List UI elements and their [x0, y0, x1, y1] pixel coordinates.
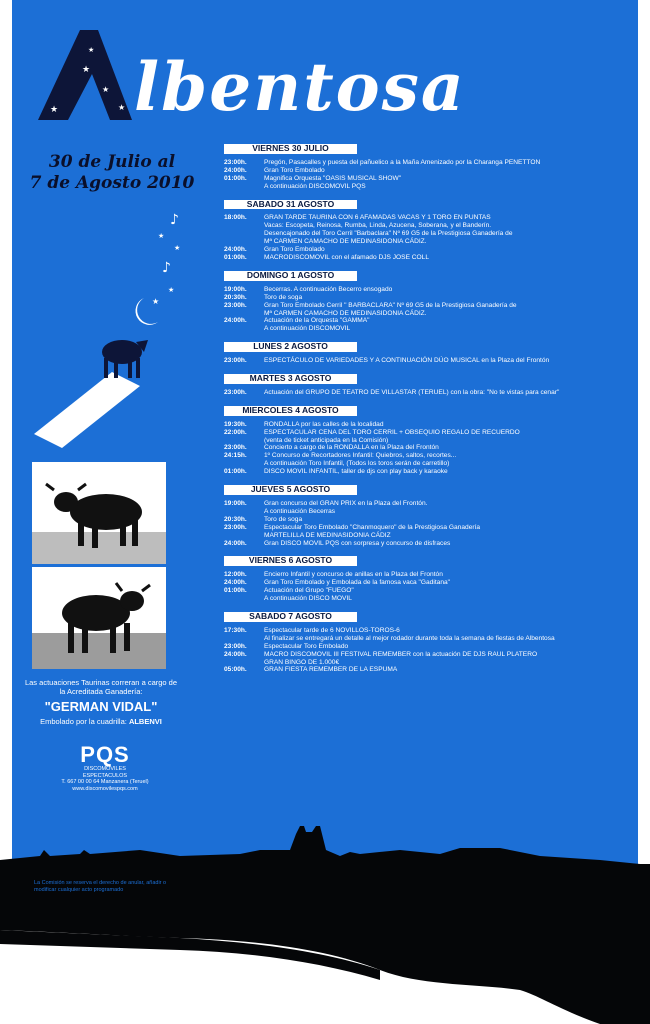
event-description: GRAN FIESTA REMEMBER DE LA ESPUMA: [264, 666, 398, 674]
day-block: [224, 200, 628, 262]
day-block: [224, 271, 628, 333]
event-row: [224, 437, 628, 445]
event-description: Vacas: Escopeta, Reinosa, Rumba, Linda, Azucena, Soberana, y el Banderín.: [264, 222, 492, 230]
event-row: [224, 175, 628, 183]
event-description: DISCO MOVIL INFANTIL, taller de djs con play back y karaoke: [264, 468, 448, 476]
event-time: 24:00h.: [224, 539, 247, 547]
pqs-logo: PQS: [80, 742, 130, 767]
event-description: GRAN BINGO DE 1.000€: [264, 658, 340, 666]
event-row: [224, 302, 628, 310]
event-time: [224, 508, 264, 516]
event-row: [224, 460, 628, 468]
event-row: [224, 167, 628, 175]
svg-text:★: ★: [174, 244, 181, 252]
event-description: RONDALLA por las calles de la localidad: [264, 420, 384, 428]
event-description: Gran concurso del GRAN PRIX en la Plaza del Frontón.: [264, 500, 428, 507]
moon-bull-illustration: [12, 200, 192, 450]
event-row: [224, 246, 628, 254]
event-description: A continuación DISCOMOVIL: [264, 325, 351, 333]
event-time: 24:00h.: [224, 246, 247, 254]
event-description: GRAN TARDE TAURINA CON 6 AFAMADAS VACAS Y 1 TORO EN PUNTAS: [264, 214, 491, 222]
event-row: [224, 325, 628, 333]
event-row: [224, 222, 628, 230]
day-block: [224, 374, 628, 397]
event-time: [224, 310, 264, 318]
event-description: MACRO DISCOMOVIL III FESTIVAL REMEMBER con la actuación DE DJS RAUL PLATERO: [264, 650, 538, 658]
event-row: [224, 254, 628, 262]
organizer-info: [22, 678, 180, 726]
event-time: 24:00h.: [224, 317, 247, 325]
event-row: [224, 183, 628, 191]
festival-dates: [22, 152, 202, 194]
event-description: MACRODISCOMOVIL con el afamado DJS JOSE COLL: [264, 253, 430, 261]
event-row: [224, 310, 628, 318]
ganaderia-name: "GERMAN VIDAL": [44, 699, 158, 714]
event-description: Gran Toro Embolado: [264, 166, 325, 174]
event-row: [224, 643, 628, 651]
event-time: [224, 532, 264, 540]
day-block: [224, 406, 628, 476]
event-row: [224, 579, 628, 587]
event-time: [224, 222, 264, 230]
day-block: [224, 612, 628, 674]
event-time: 01:00h.: [224, 253, 247, 261]
event-description: 1º Concurso de Recortadores Infantil: Quiebros, saltos, recortes...: [264, 452, 457, 460]
event-time: [224, 437, 264, 445]
event-row: [224, 468, 628, 476]
event-row: [224, 159, 628, 167]
event-time: [224, 238, 264, 246]
svg-text:★: ★: [152, 297, 160, 306]
event-time: 05:00h.: [224, 666, 247, 674]
event-row: [224, 389, 628, 397]
event-description: Encierro Infantil y concurso de anillas en la Plaza del Frontón: [264, 571, 443, 579]
event-row: [224, 444, 628, 452]
event-time: 23:00h.: [224, 301, 247, 309]
svg-text:★: ★: [102, 85, 110, 94]
festival-program: [224, 144, 628, 683]
day-heading: DOMINGO 1 AGOSTO: [224, 271, 357, 281]
event-time: 23:00h.: [224, 444, 247, 452]
day-block: [224, 144, 628, 191]
event-time: 17:30h.: [224, 626, 247, 634]
event-description: Mª CARMEN CAMACHO DE MEDINASIDONIA CÁDIZ.: [264, 309, 427, 317]
event-time: 24:00h.: [224, 579, 247, 587]
event-time: 24:15h.: [224, 452, 247, 460]
day-heading: MIERCOLES 4 AGOSTO: [224, 406, 357, 416]
event-description: Gran Toro Embolado Cerril " BARBACLARA" Nº 69 G5 de la Prestigiosa Ganadería de: [264, 301, 517, 309]
event-time: 22:00h.: [224, 428, 247, 436]
organizer-text: Las actuaciones Taurinas correran a cargo de la Acreditada Ganadería:: [24, 678, 178, 696]
event-row: [224, 429, 628, 437]
event-row: [224, 635, 628, 643]
event-time: [224, 460, 264, 468]
event-description: Actuación del Grupo "FUEGO": [264, 587, 354, 595]
event-time: [224, 230, 264, 238]
event-time: 20:30h.: [224, 293, 247, 301]
event-time: 19:30h.: [224, 420, 247, 428]
bull-photo-1: [32, 462, 166, 564]
event-row: [224, 508, 628, 516]
event-description: Espectacular Toro Embolado "Chanmoquero" de la Prestigiosa Ganadería: [264, 523, 481, 531]
event-time: [224, 635, 264, 643]
bull-shadow: [34, 372, 140, 448]
event-description: Actuación del GRUPO DE TEATRO DE VILLASTAR (TERUEL) con la obra: "No te vistas para cenar": [264, 388, 560, 396]
event-description: ESPECTÁCULO DE VARIEDADES Y A CONTINUACIÓN DÚO MUSICAL en la Plaza del Frontón: [264, 357, 550, 365]
event-row: [224, 357, 628, 365]
event-row: [224, 571, 628, 579]
event-time: 19:00h.: [224, 500, 247, 507]
day-block: [224, 556, 628, 603]
event-description: Toro de soga: [264, 515, 303, 523]
event-description: Toro de soga: [264, 293, 303, 301]
event-time: 01:00h.: [224, 468, 247, 476]
embolado-line: [22, 717, 180, 726]
day-heading: MARTES 3 AGOSTO: [224, 374, 357, 384]
event-row: [224, 230, 628, 238]
event-time: 19:00h.: [224, 285, 247, 293]
event-time: 23:00h.: [224, 388, 247, 396]
pqs-web: www.discomovilespqs.com: [72, 785, 138, 792]
event-row: [224, 421, 628, 429]
bull-photo-2: [32, 567, 166, 669]
event-description: Espectacular Toro Embolado: [264, 642, 349, 650]
pqs-subtitle-1: DISCOMOVILES: [84, 766, 126, 772]
event-description: Gran DISCO MOVIL PQS con sorpresa y concurso de disfraces: [264, 539, 451, 547]
event-time: 23:00h.: [224, 523, 247, 531]
event-row: [224, 452, 628, 460]
event-description: ESPECTACULAR CENA DEL TORO CERRIL + OBSEQUIO REGALO DE RECUERDO: [264, 428, 520, 436]
pqs-phone: T. 667 00 00 64: [61, 779, 100, 785]
event-row: [224, 294, 628, 302]
event-description: Mª CARMEN CAMACHO DE MEDINASIDONIA CÁDIZ.: [264, 238, 427, 246]
day-heading: VIERNES 6 AGOSTO: [224, 556, 357, 566]
event-time: 12:00h.: [224, 571, 247, 579]
music-note-icon: ♪: [170, 212, 179, 228]
svg-text:★: ★: [118, 103, 126, 112]
event-description: Actuación de la Orquesta "GAMMA": [264, 317, 370, 325]
event-description: Al finalizar se entregará un detalle al mejor rodador durante toda la semana de fiestas de Albentosa: [264, 634, 555, 642]
event-time: 01:00h.: [224, 587, 247, 595]
day-block: [224, 485, 628, 547]
event-row: [224, 627, 628, 635]
event-time: [224, 595, 264, 603]
event-description: (venta de ticket anticipada en la Comisión): [264, 436, 389, 444]
event-description: Concierto a cargo de la RONDALLA en la Plaza del Frontón: [264, 444, 439, 452]
day-heading: SABADO 31 AGOSTO: [224, 200, 357, 210]
event-row: [224, 666, 628, 674]
event-description: MARTELILLA DE MEDINASIDONIA CÁDIZ: [264, 531, 391, 539]
event-description: Magnifica Orquesta "OASIS MUSICAL SHOW": [264, 174, 402, 182]
event-description: A continuación DISCO MOVIL: [264, 595, 352, 603]
svg-text:★: ★: [50, 105, 59, 115]
svg-text:♪: ♪: [162, 260, 171, 276]
cuadrilla-name: ALBENVI: [128, 717, 162, 726]
event-time: 23:00h.: [224, 357, 247, 365]
event-row: [224, 651, 628, 659]
event-time: 18:00h.: [224, 214, 247, 222]
event-time: 23:00h.: [224, 158, 247, 166]
event-row: [224, 595, 628, 603]
event-row: [224, 238, 628, 246]
page-title: lbentosa: [134, 48, 466, 126]
svg-text:★: ★: [88, 46, 95, 54]
event-time: [224, 183, 264, 191]
dates-line-1: 30 de Julio al: [48, 152, 176, 172]
event-row: [224, 659, 628, 667]
event-row: [224, 214, 628, 222]
event-time: 23:00h.: [224, 642, 247, 650]
event-description: Espectacular tarde de 6 NOVILLOS-TOROS-6: [264, 626, 400, 634]
event-description: A continuación DISCOMOVIL PQS: [264, 182, 366, 190]
event-time: 24:00h.: [224, 650, 247, 658]
day-heading: VIERNES 30 JULIO: [224, 144, 357, 154]
dates-line-2: 7 de Agosto 2010: [29, 173, 195, 193]
event-description: Becerras. A continuación Becerro ensogado: [264, 285, 393, 293]
event-row: [224, 286, 628, 294]
event-row: [224, 500, 628, 508]
event-description: A continuación Becerras: [264, 507, 336, 515]
event-description: A continuación Toro Infantil, (Todos los toros serán de carretillo): [264, 460, 450, 468]
title-logo: [30, 12, 620, 132]
event-time: 20:30h.: [224, 515, 247, 523]
event-row: [224, 587, 628, 595]
event-row: [224, 317, 628, 325]
event-row: [224, 540, 628, 548]
event-description: Gran Toro Embolado y Embolada de la famosa vaca "Gaditana": [264, 579, 450, 587]
event-time: [224, 325, 264, 333]
day-heading: JUEVES 5 AGOSTO: [224, 485, 357, 495]
event-time: 24:00h.: [224, 166, 247, 174]
embolado-label: Embolado por la cuadrilla:: [40, 717, 127, 726]
pqs-place: Manzanera (Teruel): [100, 779, 149, 785]
day-block: [224, 342, 628, 365]
event-row: [224, 516, 628, 524]
event-time: [224, 659, 264, 667]
star-icon: ★: [82, 65, 91, 75]
village-skyline: [0, 820, 650, 1024]
svg-text:★: ★: [168, 286, 175, 294]
star-icon: ★: [158, 232, 165, 240]
disclaimer-text: La Comisión se reserva el derecho de anular, añadir o modificar cualquier acto programado: [34, 880, 167, 893]
day-heading: LUNES 2 AGOSTO: [224, 342, 357, 352]
event-row: [224, 532, 628, 540]
event-description: Pregón, Pasacalles y puesta del pañuelico a la Maña Amenizado por la Charanga PENETTON: [264, 158, 541, 166]
event-row: [224, 524, 628, 532]
event-description: Desencajonado del Toro Cerril "Barbaclara" Nº 69 G5 de la Prestigiosa Ganadería de: [264, 230, 513, 238]
event-time: 01:00h.: [224, 174, 247, 182]
pqs-subtitle-2: ESPECTACULOS: [82, 772, 128, 779]
pqs-sponsor: [50, 744, 160, 792]
day-heading: SABADO 7 AGOSTO: [224, 612, 357, 622]
event-description: Gran Toro Embolado: [264, 246, 325, 254]
